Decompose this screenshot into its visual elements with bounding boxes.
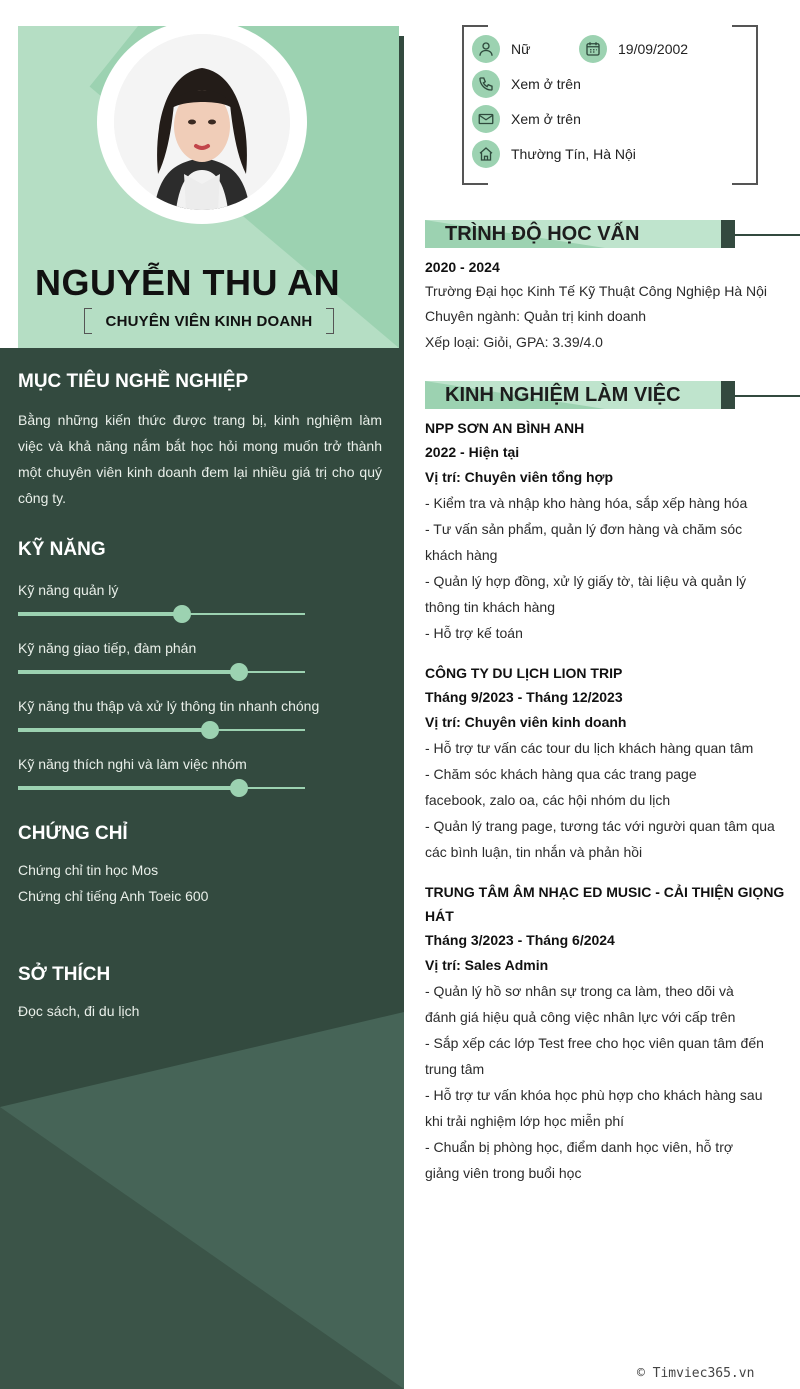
section-bar-line xyxy=(735,395,800,397)
full-name: NGUYỄN THU AN xyxy=(35,262,341,303)
user-icon xyxy=(472,35,500,63)
skill-bar-knob xyxy=(230,779,248,797)
contact-birthday xyxy=(579,35,688,63)
address-value: Thường Tín, Hà Nội xyxy=(511,146,636,162)
bracket-left xyxy=(84,308,92,334)
frame-tick xyxy=(732,25,758,27)
job-detail-line: trung tâm xyxy=(425,1061,485,1077)
job-title-wrapper xyxy=(84,308,334,334)
certificates-title: CHỨNG CHỈ xyxy=(18,823,128,844)
skill-bar xyxy=(18,613,305,615)
gender-value: Nữ xyxy=(511,41,531,57)
frame-tick xyxy=(462,183,488,185)
avatar-frame xyxy=(97,20,307,224)
avatar xyxy=(114,34,290,210)
section-bar-line xyxy=(735,234,800,236)
home-icon xyxy=(472,140,500,168)
job-detail-line: - Quản lý hợp đồng, xử lý giấy tờ, tài liệu và quản lý xyxy=(425,573,747,589)
birthday-value: 19/09/2002 xyxy=(618,41,689,57)
education-school: Trường Đại học Kinh Tế Kỹ Thuật Công Nghiệp Hà Nội xyxy=(425,283,768,299)
job-detail-line: - Sắp xếp các lớp Test free cho học viên quan tâm đến xyxy=(425,1035,764,1051)
job-company-cont: HÁT xyxy=(425,908,454,924)
bracket-right xyxy=(326,308,334,334)
avatar-photo xyxy=(114,34,290,210)
footer-credit[interactable]: © Timviec365.vn xyxy=(637,1366,755,1381)
job-period: Tháng 9/2023 - Tháng 12/2023 xyxy=(425,689,623,705)
education-header xyxy=(425,220,735,248)
skill-bar xyxy=(18,787,305,789)
job-company: TRUNG TÂM ÂM NHẠC ED MUSIC - CẢI THIỆN GIỌNG xyxy=(425,884,785,900)
skill-bar-fill xyxy=(18,728,210,732)
objective-text: Bằng những kiến thức được trang bị, kinh nghiệm làm việc và khả năng nắm bắt học hỏi mong muốn trở thành một chuyên viên kinh doanh đem lại nhiều giá trị cho quý công ty. xyxy=(18,412,382,506)
job-position: Vị trí: Chuyên viên kinh doanh xyxy=(425,714,627,730)
frame-tick xyxy=(732,183,758,185)
skill-label: Kỹ năng thích nghi và làm việc nhóm xyxy=(18,756,247,772)
job-detail-line: - Quản lý trang page, tương tác với người quan tâm qua xyxy=(425,818,775,834)
hobbies-title: SỞ THÍCH xyxy=(18,964,111,985)
experience-header xyxy=(425,381,735,409)
calendar-icon xyxy=(579,35,607,63)
experience-title: KINH NGHIỆM LÀM VIỆC xyxy=(445,384,681,406)
job-detail-line: - Tư vấn sản phẩm, quản lý đơn hàng và chăm sóc xyxy=(425,521,743,537)
job-detail-line: - Chăm sóc khách hàng qua các trang page xyxy=(425,766,697,782)
job-position: Vị trí: Sales Admin xyxy=(425,957,549,973)
frame-tick xyxy=(462,25,488,27)
certificate-item: Chứng chỉ tiếng Anh Toeic 600 xyxy=(18,888,209,904)
job-detail-line: facebook, zalo oa, các hội nhóm du lịch xyxy=(425,792,671,808)
job-detail-line: khách hàng xyxy=(425,547,498,563)
job-company: NPP SƠN AN BÌNH ANH xyxy=(425,420,585,436)
skill-bar-fill xyxy=(18,786,239,790)
education-title: TRÌNH ĐỘ HỌC VẤN xyxy=(445,223,640,245)
skill-label: Kỹ năng giao tiếp, đàm phán xyxy=(18,640,197,656)
education-grade: Xếp loại: Giỏi, GPA: 3.39/4.0 xyxy=(425,334,603,350)
job-detail-line: - Quản lý hồ sơ nhân sự trong ca làm, theo dõi và xyxy=(425,983,734,999)
skill-bar xyxy=(18,671,305,673)
job-detail-line: - Kiểm tra và nhập kho hàng hóa, sắp xếp hàng hóa xyxy=(425,495,748,511)
contact-phone xyxy=(472,70,581,98)
frame-right-border xyxy=(756,25,758,185)
skill-bar-knob xyxy=(201,721,219,739)
skill-bar-knob xyxy=(173,605,191,623)
job-detail-line: - Chuẩn bị phòng học, điểm danh học viên, hỗ trợ xyxy=(425,1139,734,1155)
job-company: CÔNG TY DU LỊCH LION TRIP xyxy=(425,665,623,681)
certificate-item: Chứng chỉ tin học Mos xyxy=(18,862,159,878)
job-position: Vị trí: Chuyên viên tổng hợp xyxy=(425,469,614,485)
job-detail-line: - Hỗ trợ kế toán xyxy=(425,625,523,641)
phone-value[interactable]: Xem ở trên xyxy=(511,76,581,92)
job-detail-line: - Hỗ trợ tư vấn các tour du lịch khách hàng quan tâm xyxy=(425,740,754,756)
skill-label: Kỹ năng thu thập và xử lý thông tin nhanh chóng xyxy=(18,698,320,714)
contact-address xyxy=(472,140,636,168)
email-value[interactable]: Xem ở trên xyxy=(511,111,581,127)
contact-gender xyxy=(472,35,530,63)
header-edge xyxy=(399,36,404,348)
mail-icon xyxy=(472,105,500,133)
job-detail-line: khi trải nghiệm lớp học miễn phí xyxy=(425,1113,625,1129)
skill-bar-knob xyxy=(230,663,248,681)
job-period: Tháng 3/2023 - Tháng 6/2024 xyxy=(425,932,615,948)
skill-bar-fill xyxy=(18,670,239,674)
section-bar-cap xyxy=(721,220,735,248)
skills-title: KỸ NĂNG xyxy=(18,539,106,560)
objective-title: MỤC TIÊU NGHỀ NGHIỆP xyxy=(18,371,249,392)
job-detail-line: - Hỗ trợ tư vấn khóa học phù hợp cho khách hàng sau xyxy=(425,1087,763,1103)
skill-bar-fill xyxy=(18,612,182,616)
job-title: CHUYÊN VIÊN KINH DOANH xyxy=(105,312,313,330)
phone-icon xyxy=(472,70,500,98)
skill-bar xyxy=(18,729,305,731)
frame-left-border xyxy=(462,25,464,185)
skill-label: Kỹ năng quản lý xyxy=(18,582,119,598)
job-detail-line: các bình luận, tin nhắn và phản hồi xyxy=(425,844,643,860)
job-detail-line: đánh giá hiệu quả công việc nhân lực với cấp trên xyxy=(425,1009,736,1025)
job-period: 2022 - Hiện tại xyxy=(425,444,520,460)
education-major: Chuyên ngành: Quản trị kinh doanh xyxy=(425,308,647,324)
section-bar-cap xyxy=(721,381,735,409)
hobbies-text: Đọc sách, đi du lịch xyxy=(18,1003,140,1019)
education-period: 2020 - 2024 xyxy=(425,259,500,275)
job-detail-line: thông tin khách hàng xyxy=(425,599,555,615)
job-detail-line: giảng viên trong buổi học xyxy=(425,1165,582,1181)
contact-email xyxy=(472,105,581,133)
